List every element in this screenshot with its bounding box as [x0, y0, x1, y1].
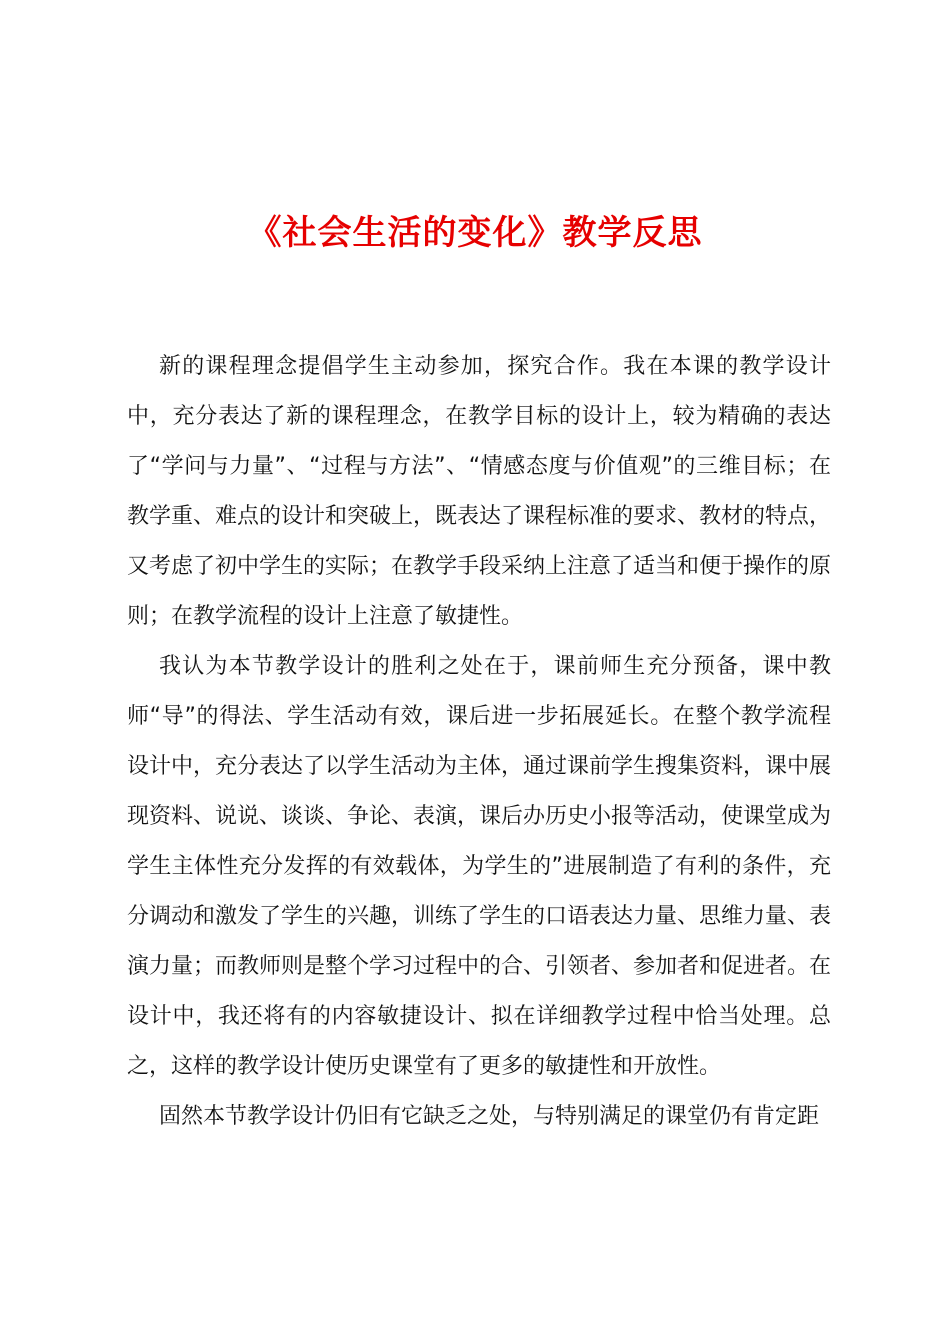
paragraph-2: 我认为本节教学设计的胜利之处在于，课前师生充分预备，课中教师“导”的得法、学生活动有效，课后进一步拓展延长。在整个教学流程设计中，充分表达了以学生活动为主体，通过课前学生搜集资料，课中展现资料、说说、谈谈、争论、表演，课后办历史小报等活动，使课堂成为学生主体性充分发挥的有效载体，为学生的”进展制造了有利的条件，充分调动和激发了学生的兴趣，训练了学生的口语表达力量、思维力量、表演力量；而教师则是整个学习过程中的合、引领者、参加者和促进者。在设计中，我还将有的内容敏捷设计、拟在详细教学过程中恰当处理。总之，这样的教学设计使历史课堂有了更多的敏捷性和开放性。	[127, 654, 832, 1079]
document-body	[127, 342, 831, 1142]
paragraph-3: 固然本节教学设计仍旧有它缺乏之处，与特别满足的课堂仍有肯定距	[159, 1104, 820, 1129]
document-title: 《社会生活的变化》教学反思	[247, 213, 703, 253]
paragraph-1: 新的课程理念提倡学生主动参加，探究合作。我在本课的教学设计中，充分表达了新的课程理念，在教学目标的设计上，较为精确的表达了“学问与力量”、“过程与方法”、“情感态度与价值观”的三维目标；在教学重、难点的设计和突破上，既表达了课程标准的要求、教材的特点，又考虑了初中学生的实际；在教学手段采纳上注意了适当和便于操作的原则；在教学流程的设计上注意了敏捷性。	[127, 354, 832, 629]
